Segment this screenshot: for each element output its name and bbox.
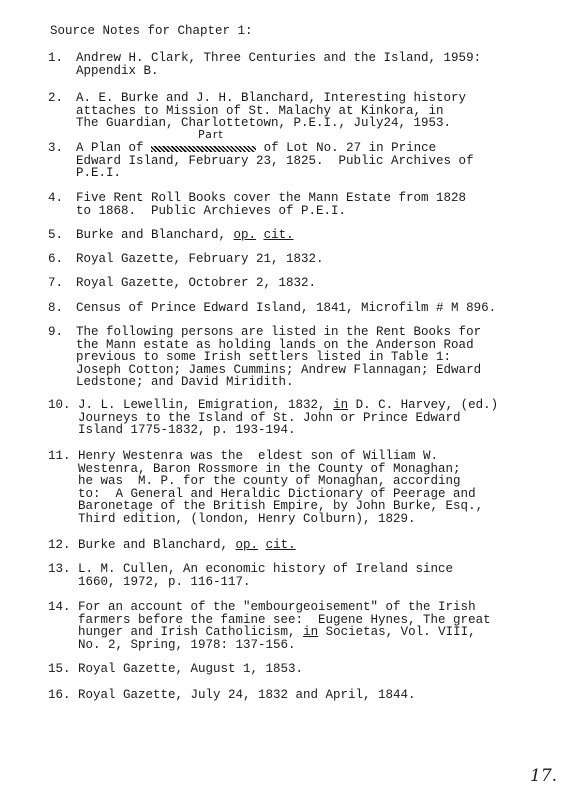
note-line: to 1868. Public Archieves of P.E.I. (76, 203, 347, 218)
note-text (76, 326, 576, 389)
note-number: 3. (48, 141, 64, 155)
note-number: 16. (48, 688, 71, 702)
note-line: The following persons are listed in the Rent Books for (76, 325, 482, 339)
note-line: P.E.I. (76, 166, 122, 180)
note-line-part: Societas, Vol. VIII, (325, 625, 476, 639)
underlined-text: op. (233, 228, 257, 242)
note-line: Baronetage of the British Empire, by John Burke, Esq., (78, 499, 484, 513)
note-line (78, 539, 578, 552)
note-number: 13. (48, 562, 71, 576)
note-line-part: of Lot No. 27 in Prince (263, 141, 437, 155)
note-line: Third edition, (london, Henry Colburn), 1829. (78, 511, 416, 526)
note-number: 10. (48, 398, 71, 412)
note-number: 11. (48, 449, 71, 463)
note-line: Island 1775-1832, p. 193-194. (78, 423, 296, 437)
note-line: Andrew H. Clark, Three Centuries and the Island, 1959: (76, 51, 482, 65)
note-line: No. 2, Spring, 1978: 137-156. (78, 637, 296, 652)
note-line-part: hunger and Irish Catholicism, (78, 625, 296, 639)
note-line (78, 399, 578, 412)
page-heading: Source Notes for Chapter 1: (50, 24, 253, 38)
note-number: 2. (48, 91, 64, 105)
note-text (76, 92, 576, 130)
note-text (76, 229, 576, 242)
note-text (78, 663, 578, 676)
note-line-part: Burke and Blanchard, (76, 228, 227, 242)
note-number: 6. (48, 252, 64, 266)
underlined-text: op. (235, 538, 259, 552)
note-text (78, 601, 578, 651)
note-line-part: J. L. Lewellin, Emigration, 1832, (78, 398, 326, 412)
struck-out-text (151, 142, 256, 155)
note-line: Five Rent Roll Books cover the Mann Estate from 1828 (76, 191, 467, 205)
underlined-text: cit. (265, 538, 296, 552)
note-line: Joseph Cotton; James Cummins; Andrew Flannagan; Edward (76, 362, 482, 377)
note-number: 5. (48, 228, 64, 242)
note-text (76, 277, 576, 290)
note-line (78, 626, 578, 639)
note-line: Royal Gazette, Octobrer 2, 1832. (76, 276, 317, 290)
note-line: The Guardian, Charlottetown, P.E.I., July24, 1953. (76, 116, 452, 130)
note-line: Ledstone; and David Miridith. (76, 375, 294, 389)
underlined-text: cit. (263, 228, 294, 242)
note-line: the Mann estate as holding lands on the Anderson Road (76, 337, 474, 352)
note-line: he was M. P. for the county of Monaghan, according (78, 474, 461, 488)
note-line: A. E. Burke and J. H. Blanchard, Interesting history (76, 91, 467, 105)
handwritten-insert: Part (198, 128, 224, 141)
note-line: L. M. Cullen, An economic history of Ireland since (78, 562, 454, 576)
handwritten-page-number: 17. (530, 766, 558, 786)
note-text (78, 399, 578, 437)
note-number: 14. (48, 600, 71, 614)
note-text (76, 253, 576, 266)
note-text (76, 128, 576, 180)
note-line: Royal Gazette, February 21, 1832. (76, 252, 324, 266)
note-number: 8. (48, 301, 64, 315)
note-line: Census of Prince Edward Island, 1841, Microfilm # M 896. (76, 301, 497, 315)
note-line: Edward Island, February 23, 1825. Public Archives of (76, 153, 474, 168)
note-line: Journeys to the Island of St. John or Prince Edward (78, 410, 461, 425)
note-line-part: D. C. Harvey, (ed.) (355, 398, 499, 412)
note-line: previous to some Irish settlers listed in Table 1: (76, 350, 452, 364)
note-number: 12. (48, 538, 71, 552)
scribble-mark (151, 146, 256, 152)
note-text (76, 302, 576, 315)
underlined-text: in (303, 625, 319, 639)
note-line (76, 142, 576, 155)
note-line: Westenra, Baron Rossmore in the County of Monaghan; (78, 461, 461, 476)
note-text (78, 689, 578, 702)
note-line: attaches to Mission of St. Malachy at Kinkora, in (76, 103, 444, 118)
note-text (78, 563, 578, 588)
note-line: Royal Gazette, August 1, 1853. (78, 662, 304, 676)
note-number: 4. (48, 191, 64, 205)
note-line-part: A Plan of (76, 141, 144, 155)
underlined-text: in (333, 398, 349, 412)
note-text (78, 539, 578, 552)
note-number: 1. (48, 51, 64, 65)
note-line: Appendix B. (76, 63, 159, 78)
note-line: Henry Westenra was the eldest son of William W. (78, 449, 439, 463)
note-text (76, 52, 576, 77)
note-line: to: A General and Heraldic Dictionary of Peerage and (78, 486, 476, 501)
note-text (78, 450, 578, 525)
note-line: Royal Gazette, July 24, 1832 and April, 1844. (78, 688, 416, 702)
note-number: 7. (48, 276, 64, 290)
note-number: 15. (48, 662, 71, 676)
note-line: For an account of the "embourgeoisement" of the Irish (78, 600, 476, 614)
note-line (76, 229, 576, 242)
note-number: 9. (48, 325, 64, 339)
note-line: farmers before the famine see: Eugene Hynes, The great (78, 612, 491, 627)
note-line-part: Burke and Blanchard, (78, 538, 229, 552)
note-text (76, 192, 576, 217)
note-line: 1660, 1972, p. 116-117. (78, 574, 251, 589)
